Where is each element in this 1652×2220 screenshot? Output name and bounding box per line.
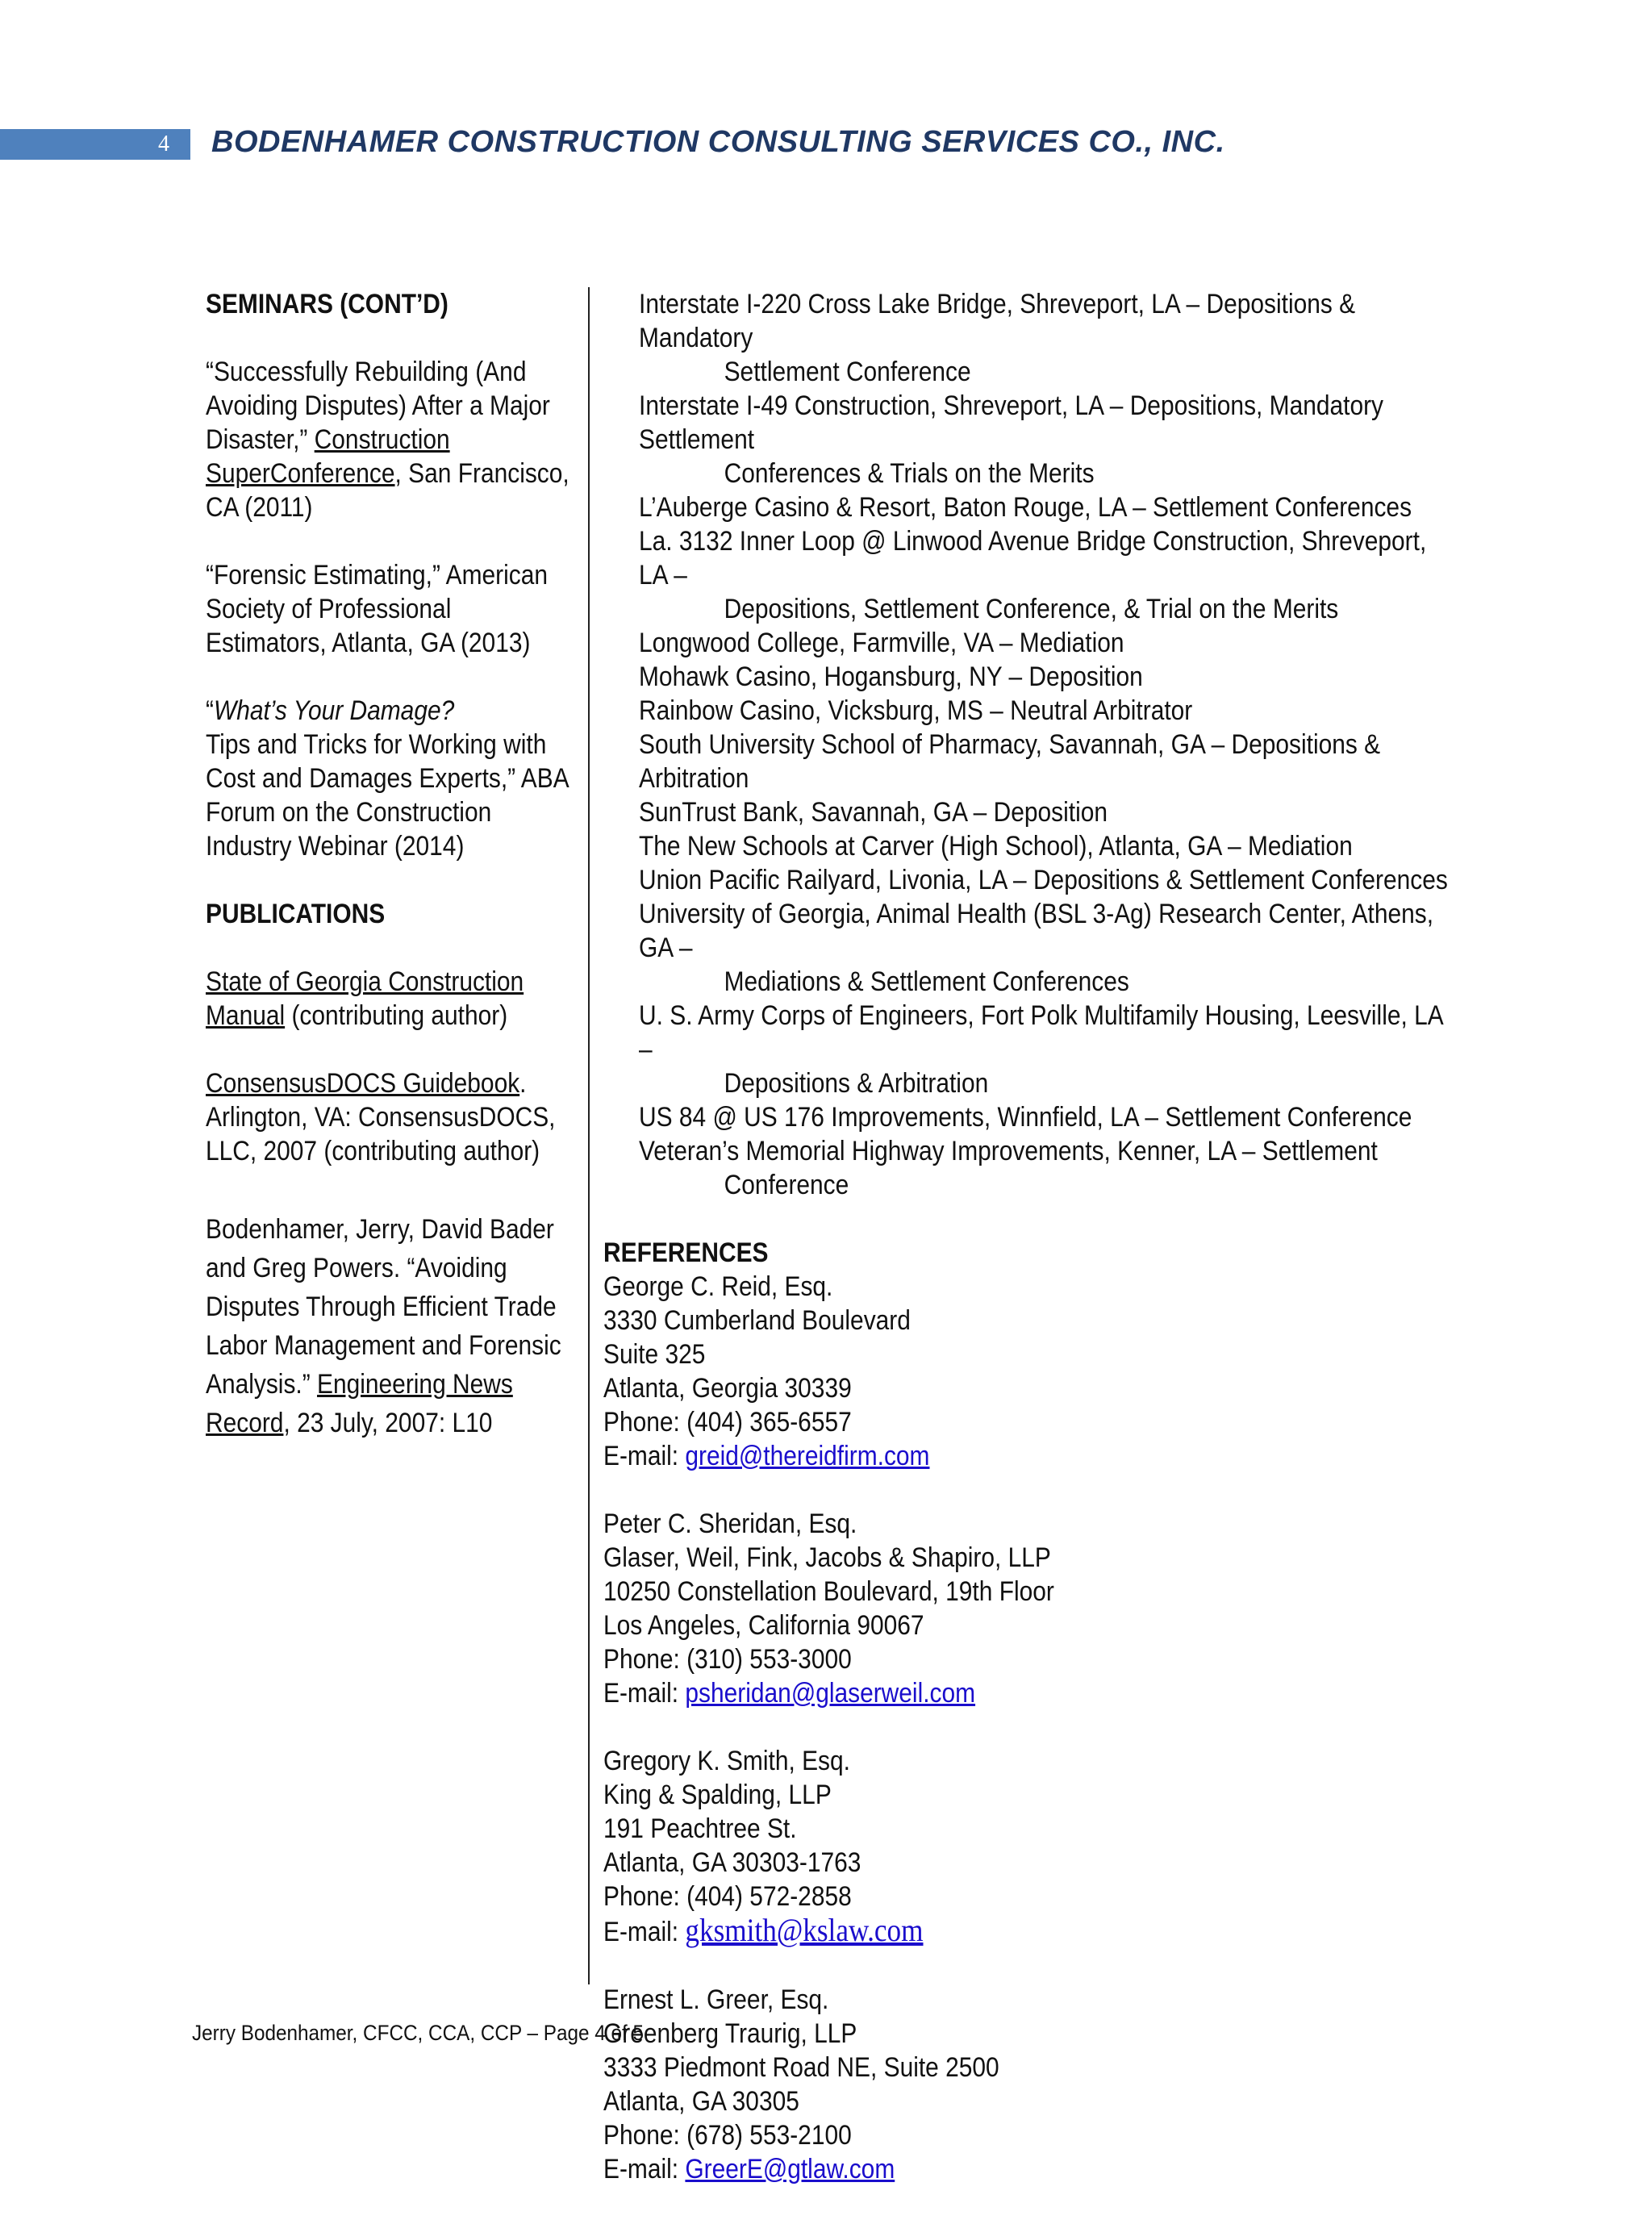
seminar-line: Cost and Damages Experts,” ABA	[206, 763, 569, 794]
seminar-italic-title: What’s Your Damage?	[213, 695, 455, 726]
case-entry	[603, 660, 1448, 694]
case-line-continued: Mediations & Settlement Conferences	[724, 966, 1129, 997]
reference-line: 3333 Piedmont Road NE, Suite 2500	[603, 2052, 999, 2083]
case-line: Longwood College, Farmville, VA – Mediation	[639, 628, 1124, 658]
email-label: E-mail:	[603, 1917, 686, 1947]
reference-line: George C. Reid, Esq.	[603, 1271, 833, 1302]
email-link[interactable]: psheridan@glaserweil.com	[685, 1678, 976, 1709]
publication-line	[206, 1365, 577, 1404]
reference-entry	[603, 1744, 1448, 1949]
email-label: E-mail:	[603, 1678, 686, 1709]
seminar-line	[206, 423, 577, 457]
reference-line: 10250 Constellation Boulevard, 19th Floor	[603, 1576, 1054, 1607]
seminar-line: Tips and Tricks for Working with	[206, 729, 547, 760]
case-entry	[603, 863, 1448, 897]
reference-list	[603, 1270, 1448, 2186]
case-entry	[603, 795, 1448, 829]
seminar-line: Estimators, Atlanta, GA (2013)	[206, 628, 531, 658]
case-entry	[603, 287, 1448, 389]
seminar-text: , San Francisco,	[394, 458, 569, 489]
seminar-line: Avoiding Disputes) After a Major	[206, 390, 550, 421]
publication-title: ConsensusDOCS Guidebook	[206, 1068, 520, 1099]
seminar-event-title: Construction	[314, 424, 450, 455]
case-line-continued: Conference	[724, 1170, 849, 1200]
reference-entry	[603, 1983, 1448, 2186]
case-entry	[603, 897, 1448, 999]
case-entry	[603, 490, 1448, 524]
seminar-line	[206, 694, 577, 728]
case-line: University of Georgia, Animal Health (BSL 3-Ag) Research Center, Athens, GA –	[639, 899, 1434, 963]
seminar-line: Industry Webinar (2014)	[206, 831, 465, 862]
case-entry	[603, 1134, 1448, 1202]
case-entry	[603, 524, 1448, 626]
reference-email-line	[603, 2152, 1448, 2186]
reference-line: Peter C. Sheridan, Esq.	[603, 1509, 857, 1539]
publication-title: Engineering News	[317, 1369, 513, 1400]
publication-text: .	[519, 1068, 527, 1099]
reference-line: Phone: (310) 553-3000	[603, 1644, 852, 1675]
page-footer: Jerry Bodenhamer, CFCC, CCA, CCP – Page 4 of 5	[192, 2021, 645, 2045]
publication-line: LLC, 2007 (contributing author)	[206, 1136, 540, 1166]
publication-item	[206, 1066, 577, 1168]
reference-line: Los Angeles, California 90067	[603, 1610, 924, 1641]
reference-line: Phone: (678) 553-2100	[603, 2120, 852, 2151]
column-divider	[588, 287, 590, 1984]
seminar-line: “Successfully Rebuilding (And	[206, 357, 527, 387]
case-line: The New Schools at Carver (High School), Atlanta, GA – Mediation	[639, 831, 1353, 862]
publication-line: and Greg Powers. “Avoiding	[206, 1253, 507, 1283]
publication-title: Record	[206, 1408, 284, 1438]
publication-line: Disputes Through Efficient Trade	[206, 1292, 557, 1322]
case-line: L’Auberge Casino & Resort, Baton Rouge, LA – Settlement Conferences	[639, 492, 1412, 523]
email-label: E-mail:	[603, 2154, 686, 2185]
seminar-item	[206, 558, 577, 660]
seminars-heading: SEMINARS (CONT’D)	[206, 289, 448, 319]
publication-line: Bodenhamer, Jerry, David Bader	[206, 1214, 554, 1245]
reference-entry	[603, 1507, 1448, 1710]
case-line-continued: Settlement Conference	[724, 357, 971, 387]
seminar-line: Forum on the Construction	[206, 797, 492, 828]
seminar-line: “Forensic Estimating,” American	[206, 560, 548, 590]
case-line: SunTrust Bank, Savannah, GA – Deposition	[639, 797, 1108, 828]
references-heading: REFERENCES	[603, 1237, 769, 1268]
publication-line: Arlington, VA: ConsensusDOCS,	[206, 1102, 556, 1133]
company-name: BODENHAMER CONSTRUCTION CONSULTING SERVICES CO., INC.	[211, 125, 1225, 159]
case-line-continued: Depositions & Arbitration	[724, 1068, 989, 1099]
case-line: Union Pacific Railyard, Livonia, LA – Depositions & Settlement Conferences	[639, 865, 1448, 895]
reference-email-line	[603, 1439, 1448, 1473]
reference-line: Phone: (404) 365-6557	[603, 1407, 852, 1438]
publication-line: Labor Management and Forensic	[206, 1330, 561, 1361]
case-entry	[603, 728, 1448, 795]
publication-text: Analysis.”	[206, 1369, 318, 1400]
quote-mark: “	[206, 695, 214, 726]
case-line: La. 3132 Inner Loop @ Linwood Avenue Bridge Construction, Shreveport, LA –	[639, 526, 1427, 590]
reference-line: Gregory K. Smith, Esq.	[603, 1746, 850, 1776]
reference-line: Suite 325	[603, 1339, 706, 1370]
publication-text: , 23 July, 2007: L10	[283, 1408, 493, 1438]
reference-line: Ernest L. Greer, Esq.	[603, 1984, 829, 2015]
case-line: Interstate I-49 Construction, Shreveport, LA – Depositions, Mandatory Settlement	[639, 390, 1384, 455]
left-column	[206, 287, 577, 1442]
seminar-line	[206, 457, 577, 490]
reference-line: Atlanta, GA 30305	[603, 2086, 799, 2117]
publication-line	[206, 1404, 577, 1442]
reference-line: King & Spalding, LLP	[603, 1780, 832, 1810]
reference-line: Phone: (404) 572-2858	[603, 1881, 852, 1912]
seminar-item	[206, 694, 577, 863]
seminar-line: CA (2011)	[206, 492, 313, 523]
publications-heading: PUBLICATIONS	[206, 899, 386, 929]
case-entry	[603, 829, 1448, 863]
publication-item	[206, 965, 577, 1033]
reference-line: Atlanta, GA 30303-1763	[603, 1847, 861, 1878]
case-line: Veteran’s Memorial Highway Improvements, Kenner, LA – Settlement	[639, 1136, 1378, 1166]
seminar-text: Disaster,”	[206, 424, 315, 455]
case-entry	[603, 694, 1448, 728]
publication-item	[206, 1210, 577, 1442]
reference-entry	[603, 1270, 1448, 1473]
publication-title: Manual	[206, 1000, 286, 1031]
email-label: E-mail:	[603, 1441, 686, 1471]
reference-line: Atlanta, Georgia 30339	[603, 1373, 852, 1404]
case-entry	[603, 389, 1448, 490]
case-entry	[603, 999, 1448, 1100]
reference-line: 191 Peachtree St.	[603, 1813, 797, 1844]
reference-line: 3330 Cumberland Boulevard	[603, 1305, 911, 1336]
page-number: 4	[158, 131, 169, 156]
case-line: South University School of Pharmacy, Savannah, GA – Depositions & Arbitration	[639, 729, 1381, 794]
reference-email-line	[603, 1913, 1448, 1949]
case-line: Mohawk Casino, Hogansburg, NY – Deposition	[639, 661, 1143, 692]
right-column	[603, 287, 1448, 2220]
case-entry	[603, 626, 1448, 660]
case-line: Interstate I-220 Cross Lake Bridge, Shreveport, LA – Depositions & Mandatory	[639, 289, 1356, 353]
case-line: Rainbow Casino, Vicksburg, MS – Neutral Arbitrator	[639, 695, 1193, 726]
case-line: US 84 @ US 176 Improvements, Winnfield, LA – Settlement Conference	[639, 1102, 1412, 1133]
reference-line: Glaser, Weil, Fink, Jacobs & Shapiro, LLP	[603, 1542, 1051, 1573]
case-line: U. S. Army Corps of Engineers, Fort Polk Multifamily Housing, Leesville, LA –	[639, 1000, 1443, 1065]
case-list	[603, 287, 1448, 1202]
case-line-continued: Depositions, Settlement Conference, & Trial on the Merits	[724, 594, 1339, 624]
publication-line	[206, 1066, 577, 1100]
seminar-event-title: SuperConference	[206, 458, 395, 489]
email-link[interactable]: greid@thereidfirm.com	[685, 1441, 930, 1471]
case-entry	[603, 1100, 1448, 1134]
email-link[interactable]: GreerE@gtlaw.com	[685, 2154, 895, 2185]
seminar-item	[206, 355, 577, 524]
reference-line: Greenberg Traurig, LLP	[603, 2018, 857, 2049]
case-line-continued: Conferences & Trials on the Merits	[724, 458, 1095, 489]
publication-text: (contributing author)	[285, 1000, 508, 1031]
publication-title: State of Georgia Construction	[206, 966, 524, 997]
publication-line	[206, 999, 577, 1033]
reference-email-line	[603, 1676, 1448, 1710]
seminar-line: Society of Professional	[206, 594, 452, 624]
email-link[interactable]: gksmith@kslaw.com	[685, 1912, 924, 1948]
